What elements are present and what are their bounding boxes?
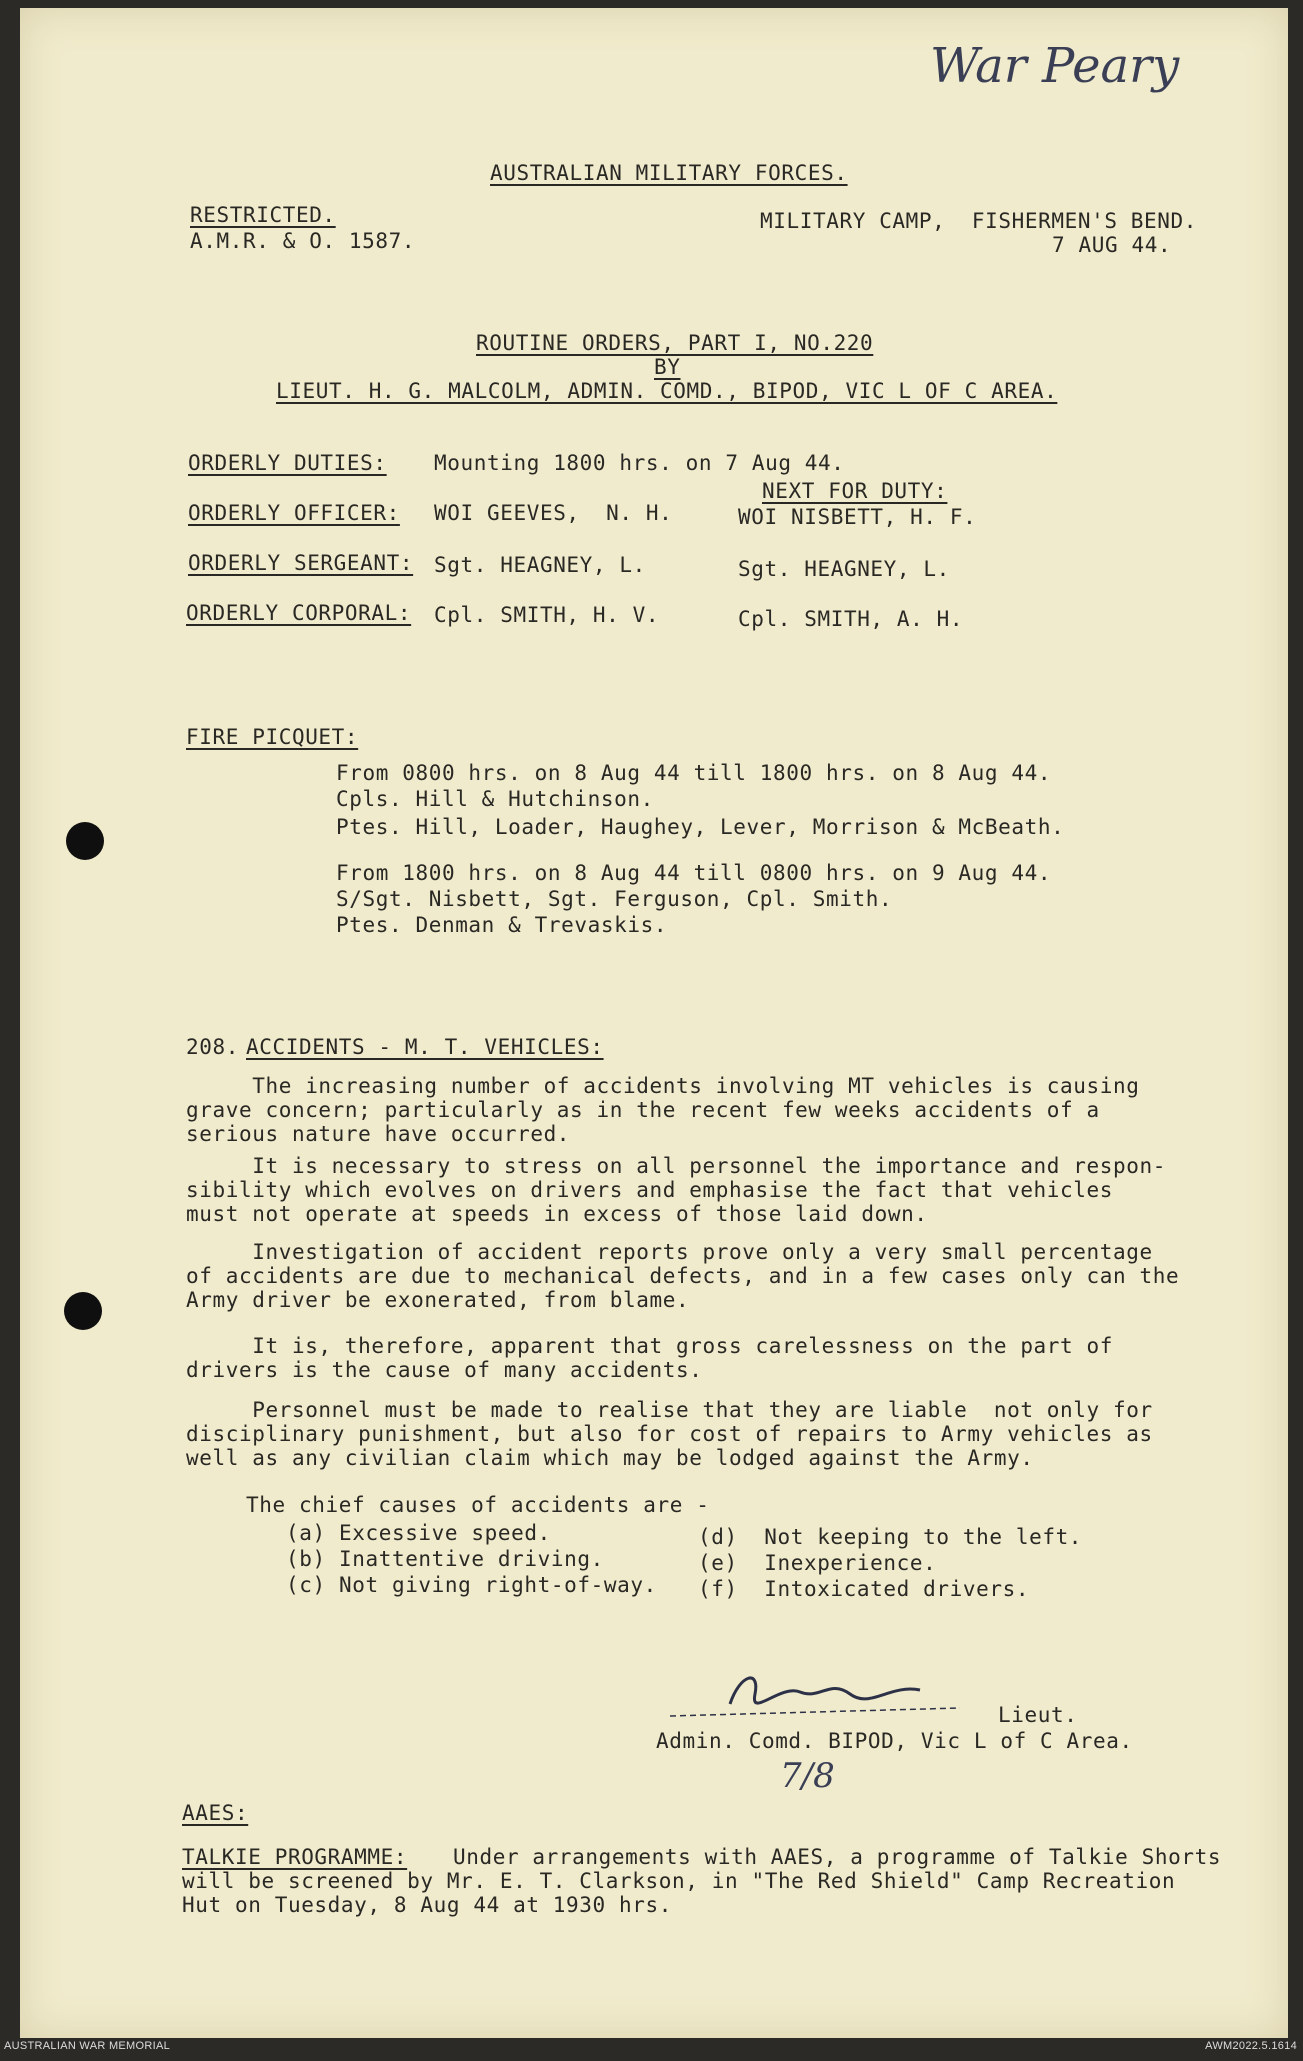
fire-picquet-line: Cpls. Hill & Hutchinson. (336, 787, 654, 811)
orderly-officer-value: WOI GEEVES, N. H. (434, 501, 673, 525)
fire-picquet-line: S/Sgt. Nisbett, Sgt. Ferguson, Cpl. Smith. (336, 887, 893, 911)
camp-location: MILITARY CAMP, FISHERMEN'S BEND. (760, 209, 1198, 233)
accidents-paragraph: It is necessary to stress on all personnel the importance and respon- sibility which evolves on drivers and emphasise the fact that vehicles must not operate at speeds in excess of those laid down. (186, 1154, 1166, 1226)
signature-rank: Lieut. (998, 1703, 1078, 1727)
fire-picquet-line: From 0800 hrs. on 8 Aug 44 till 1800 hrs. on 8 Aug 44. (336, 761, 1052, 785)
header-title: AUSTRALIAN MILITARY FORCES. (490, 161, 848, 185)
talkie-programme-text: Under arrangements with AAES, a programme of Talkie Shorts (400, 1845, 1222, 1869)
orders-title: ROUTINE ORDERS, PART I, NO.220 (476, 331, 874, 355)
talkie-programme-label: TALKIE PROGRAMME: (182, 1845, 408, 1869)
document-date: 7 AUG 44. (1052, 233, 1172, 257)
orderly-officer-next: WOI NISBETT, H. F. (738, 505, 977, 529)
talkie-programme-text: will be screened by Mr. E. T. Clarkson, in "The Red Shield" Camp Recreation (182, 1869, 1176, 1893)
restricted-label: RESTRICTED. (190, 203, 336, 227)
cause-item: (b) Inattentive driving. (286, 1547, 604, 1571)
orderly-duties-value: Mounting 1800 hrs. on 7 Aug 44. (434, 451, 845, 475)
cause-item: (c) Not giving right-of-way. (286, 1573, 657, 1597)
accidents-paragraph: The increasing number of accidents involving MT vehicles is causing grave concern; particularly as in the recent few weeks accidents of a serious nature have occurred. (186, 1074, 1140, 1146)
accidents-paragraph: Investigation of accident reports prove only a very small percentage of accidents are due to mechanical defects, and in a few cases only can the Army driver be exonerated, from blame. (186, 1240, 1180, 1312)
orders-authority: LIEUT. H. G. MALCOLM, ADMIN. COMD., BIPOD, VIC L OF C AREA. (276, 379, 1058, 403)
amr-reference: A.M.R. & O. 1587. (190, 229, 416, 253)
cause-item: (e) Inexperience. (698, 1551, 937, 1575)
fire-picquet-line: Ptes. Denman & Trevaskis. (336, 913, 668, 937)
cause-item: (a) Excessive speed. (286, 1521, 551, 1545)
causes-intro: The chief causes of accidents are - (246, 1493, 710, 1517)
cause-item: (d) Not keeping to the left. (698, 1525, 1083, 1549)
punch-hole-top (66, 822, 104, 860)
footer-accession: AWM2022.5.1614 (1205, 2040, 1297, 2052)
accidents-paragraph: Personnel must be made to realise that they are liable not only for disciplinary punishment, but also for cost of repairs to Army vehicles as well as any civilian claim which may be lodged against the Army. (186, 1398, 1153, 1470)
orderly-sergeant-label: ORDERLY SERGEANT: (188, 551, 414, 575)
aaes-label: AAES: (182, 1801, 249, 1825)
orders-by: BY (654, 355, 681, 379)
orderly-officer-label: ORDERLY OFFICER: (188, 501, 400, 525)
next-for-duty-label: NEXT FOR DUTY: (762, 479, 948, 503)
handwritten-note: War Peary (930, 38, 1180, 94)
signature-scribble (660, 1664, 990, 1724)
fire-picquet-line: Ptes. Hill, Loader, Haughey, Lever, Morrison & McBeath. (336, 815, 1065, 839)
talkie-programme-text: Hut on Tuesday, 8 Aug 44 at 1930 hrs. (182, 1893, 672, 1917)
fire-picquet-label: FIRE PICQUET: (186, 725, 359, 749)
orderly-corporal-next: Cpl. SMITH, A. H. (738, 607, 964, 631)
fire-picquet-line: From 1800 hrs. on 8 Aug 44 till 0800 hrs. on 9 Aug 44. (336, 861, 1052, 885)
orderly-sergeant-value: Sgt. HEAGNEY, L. (434, 553, 646, 577)
footer-source: AUSTRALIAN WAR MEMORIAL (4, 2040, 171, 2052)
section-number: 208. (186, 1035, 239, 1059)
accidents-paragraph: It is, therefore, apparent that gross carelessness on the part of drivers is the cause of many accidents. (186, 1334, 1114, 1382)
orderly-corporal-label: ORDERLY CORPORAL: (186, 601, 412, 625)
cause-item: (f) Intoxicated drivers. (698, 1577, 1030, 1601)
signature-role: Admin. Comd. BIPOD, Vic L of C Area. (656, 1729, 1133, 1753)
orderly-sergeant-next: Sgt. HEAGNEY, L. (738, 557, 950, 581)
section-heading: ACCIDENTS - M. T. VEHICLES: (246, 1035, 604, 1059)
orderly-corporal-value: Cpl. SMITH, H. V. (434, 603, 660, 627)
orderly-duties-label: ORDERLY DUTIES: (188, 451, 387, 475)
handwritten-date: 7/8 (780, 1756, 835, 1796)
punch-hole-bottom (64, 1292, 102, 1330)
